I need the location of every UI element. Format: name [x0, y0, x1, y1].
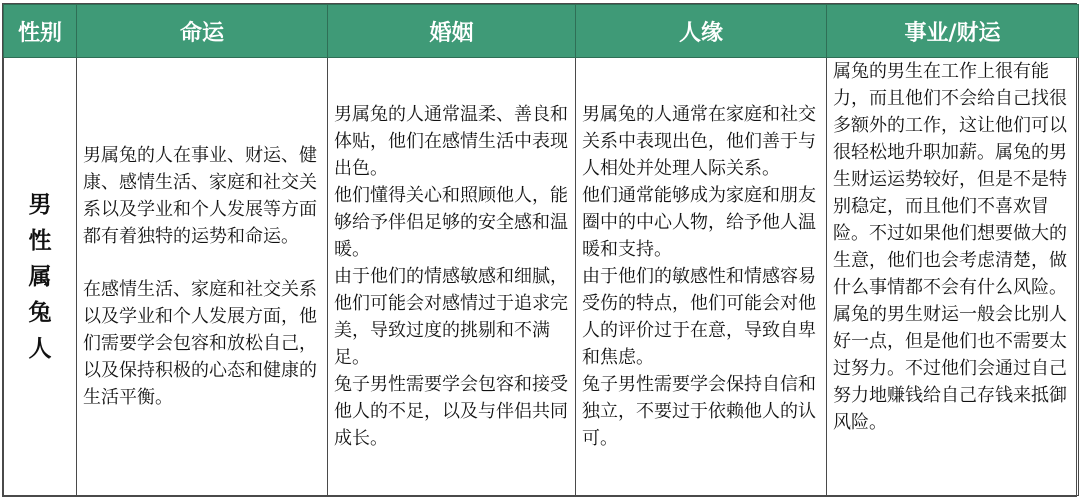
marriage-paragraph: 兔子男性需要学会包容和接受他人的不足，以及与伴侣共同成长。 [334, 374, 568, 449]
marriage-cell [328, 58, 576, 496]
marriage-paragraph: 男属兔的人通常温柔、善良和体贴，他们在感情生活中表现出色。 [334, 104, 568, 179]
table-row [4, 58, 1079, 496]
zodiac-table-container [2, 3, 1077, 497]
relations-paragraph: 他们通常能够成为家庭和朋友圈中的中心人物，给予他人温暖和支持。 [582, 185, 816, 260]
header-fate: 命运 [77, 5, 328, 58]
relations-paragraph: 由于他们的敏感性和情感容易受伤的特点，他们可能会对他人的评价过于在意，导致自卑和焦虑。 [582, 266, 816, 368]
fate-paragraph: 在感情生活、家庭和社交关系以及学业和个人发展方面，他们需要学会包容和放松自己，以及保持积极的心态和健康的生活平衡。 [83, 279, 317, 408]
relations-paragraph: 兔子男性需要学会保持自信和独立，不要过于依赖他人的认可。 [582, 374, 816, 449]
fate-cell [77, 58, 328, 496]
header-marriage: 婚姻 [328, 5, 576, 58]
marriage-paragraph: 由于他们的情感敏感和细腻，他们可能会对感情过于追求完美，导致过度的挑剔和不满足。 [334, 266, 568, 368]
header-career: 事业/财运 [827, 5, 1079, 58]
gender-cell [4, 58, 77, 496]
header-relations: 人缘 [576, 5, 827, 58]
paragraph-gap [83, 250, 321, 276]
fate-paragraph: 男属兔的人在事业、财运、健康、感情生活、家庭和社交关系以及学业和个人发展等方面都有着独特的运势和命运。 [83, 145, 317, 247]
career-cell [827, 58, 1079, 496]
gender-label: 男性属兔人 [28, 191, 52, 362]
marriage-paragraph: 他们懂得关心和照顾他人，能够给予伴侣足够的安全感和温暖。 [334, 185, 568, 260]
header-row [4, 5, 1079, 58]
relations-paragraph: 男属兔的人通常在家庭和社交关系中表现出色，他们善于与人相处并处理人际关系。 [582, 104, 816, 179]
zodiac-table [3, 4, 1079, 496]
career-paragraph: 属兔的男生在工作上很有能力，而且他们不会给自己找很多额外的工作，这让他们可以很轻松地升职加薪。属兔的男生财运运势较好，但是不是特别稳定，而且他们不喜欢冒险。不过如果他们想要做大的生意，他们也会考虑清楚，做什么事情都不会有什么风险。属兔的男生财运一般会比别人好一点，但是他们也不需要太过努力。不过他们会通过自己努力地赚钱给自己存钱来抵御风险。 [833, 61, 1067, 433]
relations-cell [576, 58, 827, 496]
header-gender: 性别 [4, 5, 77, 58]
